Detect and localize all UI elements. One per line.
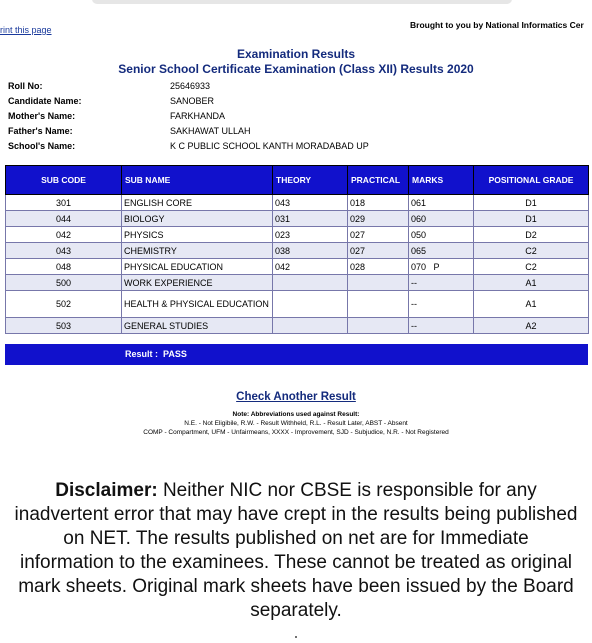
check-another-result-link[interactable]: Check Another Result [236,391,356,403]
grade-cell: D2 [474,227,589,243]
theory-cell [273,291,348,318]
marks-table [5,165,589,334]
browser-top-bar [92,0,512,4]
practical-cell: 029 [348,211,409,227]
theory-cell: 038 [273,243,348,259]
table-header-row [6,166,589,195]
grade-cell: D1 [474,211,589,227]
theory-cell [273,318,348,334]
sub-code-cell: 502 [6,291,122,318]
header-marks: MARKS [409,166,474,195]
table-row [6,227,589,243]
print-page-link[interactable]: rint this page [0,25,52,35]
grade-cell: A2 [474,318,589,334]
practical-cell: 027 [348,227,409,243]
candidate-name-label: Candidate Name: [8,95,82,106]
school-name-row [8,138,369,153]
marks-cell: 070 P [409,259,474,275]
sub-name-cell: PHYSICAL EDUCATION [122,259,273,275]
sub-code-cell: 500 [6,275,122,291]
practical-cell: 028 [348,259,409,275]
header-positional-grade: POSITIONAL GRADE [474,166,589,195]
table-row [6,275,589,291]
sub-name-cell: PHYSICS [122,227,273,243]
result-bar [5,344,588,365]
note-line-1: N.E. - Not Eligibile, R.W. - Result Withheld, R.L. - Result Later, ABST - Absent [184,420,408,427]
header-sub-name: SUB NAME [122,166,273,195]
note-line-2: COMP - Compartment, UFM - Unfairmeans, XXXX - Improvement, SJD - Subjudice, N.R. - Not Registered [143,429,449,436]
mother-name-label: Mother's Name: [8,110,76,121]
header-sub-code: SUB CODE [6,166,122,195]
brought-by-text: Brought to you by National Informatics Cer [410,20,584,30]
theory-cell [273,275,348,291]
table-row [6,243,589,259]
school-name-label: School's Name: [8,140,76,151]
sub-name-cell: CHEMISTRY [122,243,273,259]
roll-no-row [8,78,369,93]
marks-cell: 060 [409,211,474,227]
practical-cell [348,318,409,334]
disclaimer [14,479,578,623]
disclaimer-text: Neither NIC nor CBSE is responsible for any inadvertent error that may have crept in the results being published on NET. The results published on net are for Immediate information to the examinees. These cannot be treated as original mark sheets. Original mark sheets have been issued by the Board separately. [14,480,578,621]
result-status [125,349,187,359]
father-name-label: Father's Name: [8,125,73,136]
sub-name-cell: ENGLISH CORE [122,195,273,211]
header-practical: PRACTICAL [348,166,409,195]
table-row [6,211,589,227]
sub-code-cell: 042 [6,227,122,243]
practical-cell [348,291,409,318]
marks-cell: 050 [409,227,474,243]
sub-code-cell: 043 [6,243,122,259]
candidate-name-value: SANOBER [170,95,215,106]
page-title: Examination Results [236,47,356,61]
theory-cell: 043 [273,195,348,211]
marks-cell: 061 [409,195,474,211]
theory-cell: 023 [273,227,348,243]
candidate-info [8,78,369,153]
abbreviations-note [0,410,592,437]
roll-no-value: 25646933 [170,80,211,91]
sub-code-cell: 301 [6,195,122,211]
sub-name-cell: GENERAL STUDIES [122,318,273,334]
theory-cell: 042 [273,259,348,275]
mother-name-row [8,108,369,123]
disclaimer-heading: Disclaimer: [55,480,158,501]
table-row [6,291,589,318]
grade-cell: A1 [474,291,589,318]
practical-cell: 027 [348,243,409,259]
header-theory: THEORY [273,166,348,195]
sub-code-cell: 044 [6,211,122,227]
grade-cell: C2 [474,259,589,275]
scroll-dot [295,636,297,638]
father-name-row [8,123,369,138]
sub-name-cell: BIOLOGY [122,211,273,227]
marks-cell: -- [409,291,474,318]
marks-cell: 065 [409,243,474,259]
note-title: Note: Abbreviations used against Result: [232,411,360,418]
marks-cell: -- [409,318,474,334]
mother-name-value: FARKHANDA [170,110,226,121]
grade-cell: D1 [474,195,589,211]
sub-name-cell: WORK EXPERIENCE [122,275,273,291]
marks-cell: -- [409,275,474,291]
sub-name-cell: HEALTH & PHYSICAL EDUCATION [122,291,273,318]
practical-cell [348,275,409,291]
practical-cell: 018 [348,195,409,211]
grade-cell: C2 [474,243,589,259]
roll-no-label: Roll No: [8,80,43,91]
result-value: PASS [163,349,187,359]
candidate-name-row [8,93,369,108]
father-name-value: SAKHAWAT ULLAH [170,125,251,136]
result-label: Result : [125,349,159,359]
theory-cell: 031 [273,211,348,227]
table-row [6,259,589,275]
school-name-value: K C PUBLIC SCHOOL KANTH MORADABAD UP [170,140,369,151]
grade-cell: A1 [474,275,589,291]
sub-code-cell: 048 [6,259,122,275]
sub-code-cell: 503 [6,318,122,334]
table-row [6,195,589,211]
page-subtitle: Senior School Certificate Examination (Class XII) Results 2020 [118,62,474,76]
table-row [6,318,589,334]
